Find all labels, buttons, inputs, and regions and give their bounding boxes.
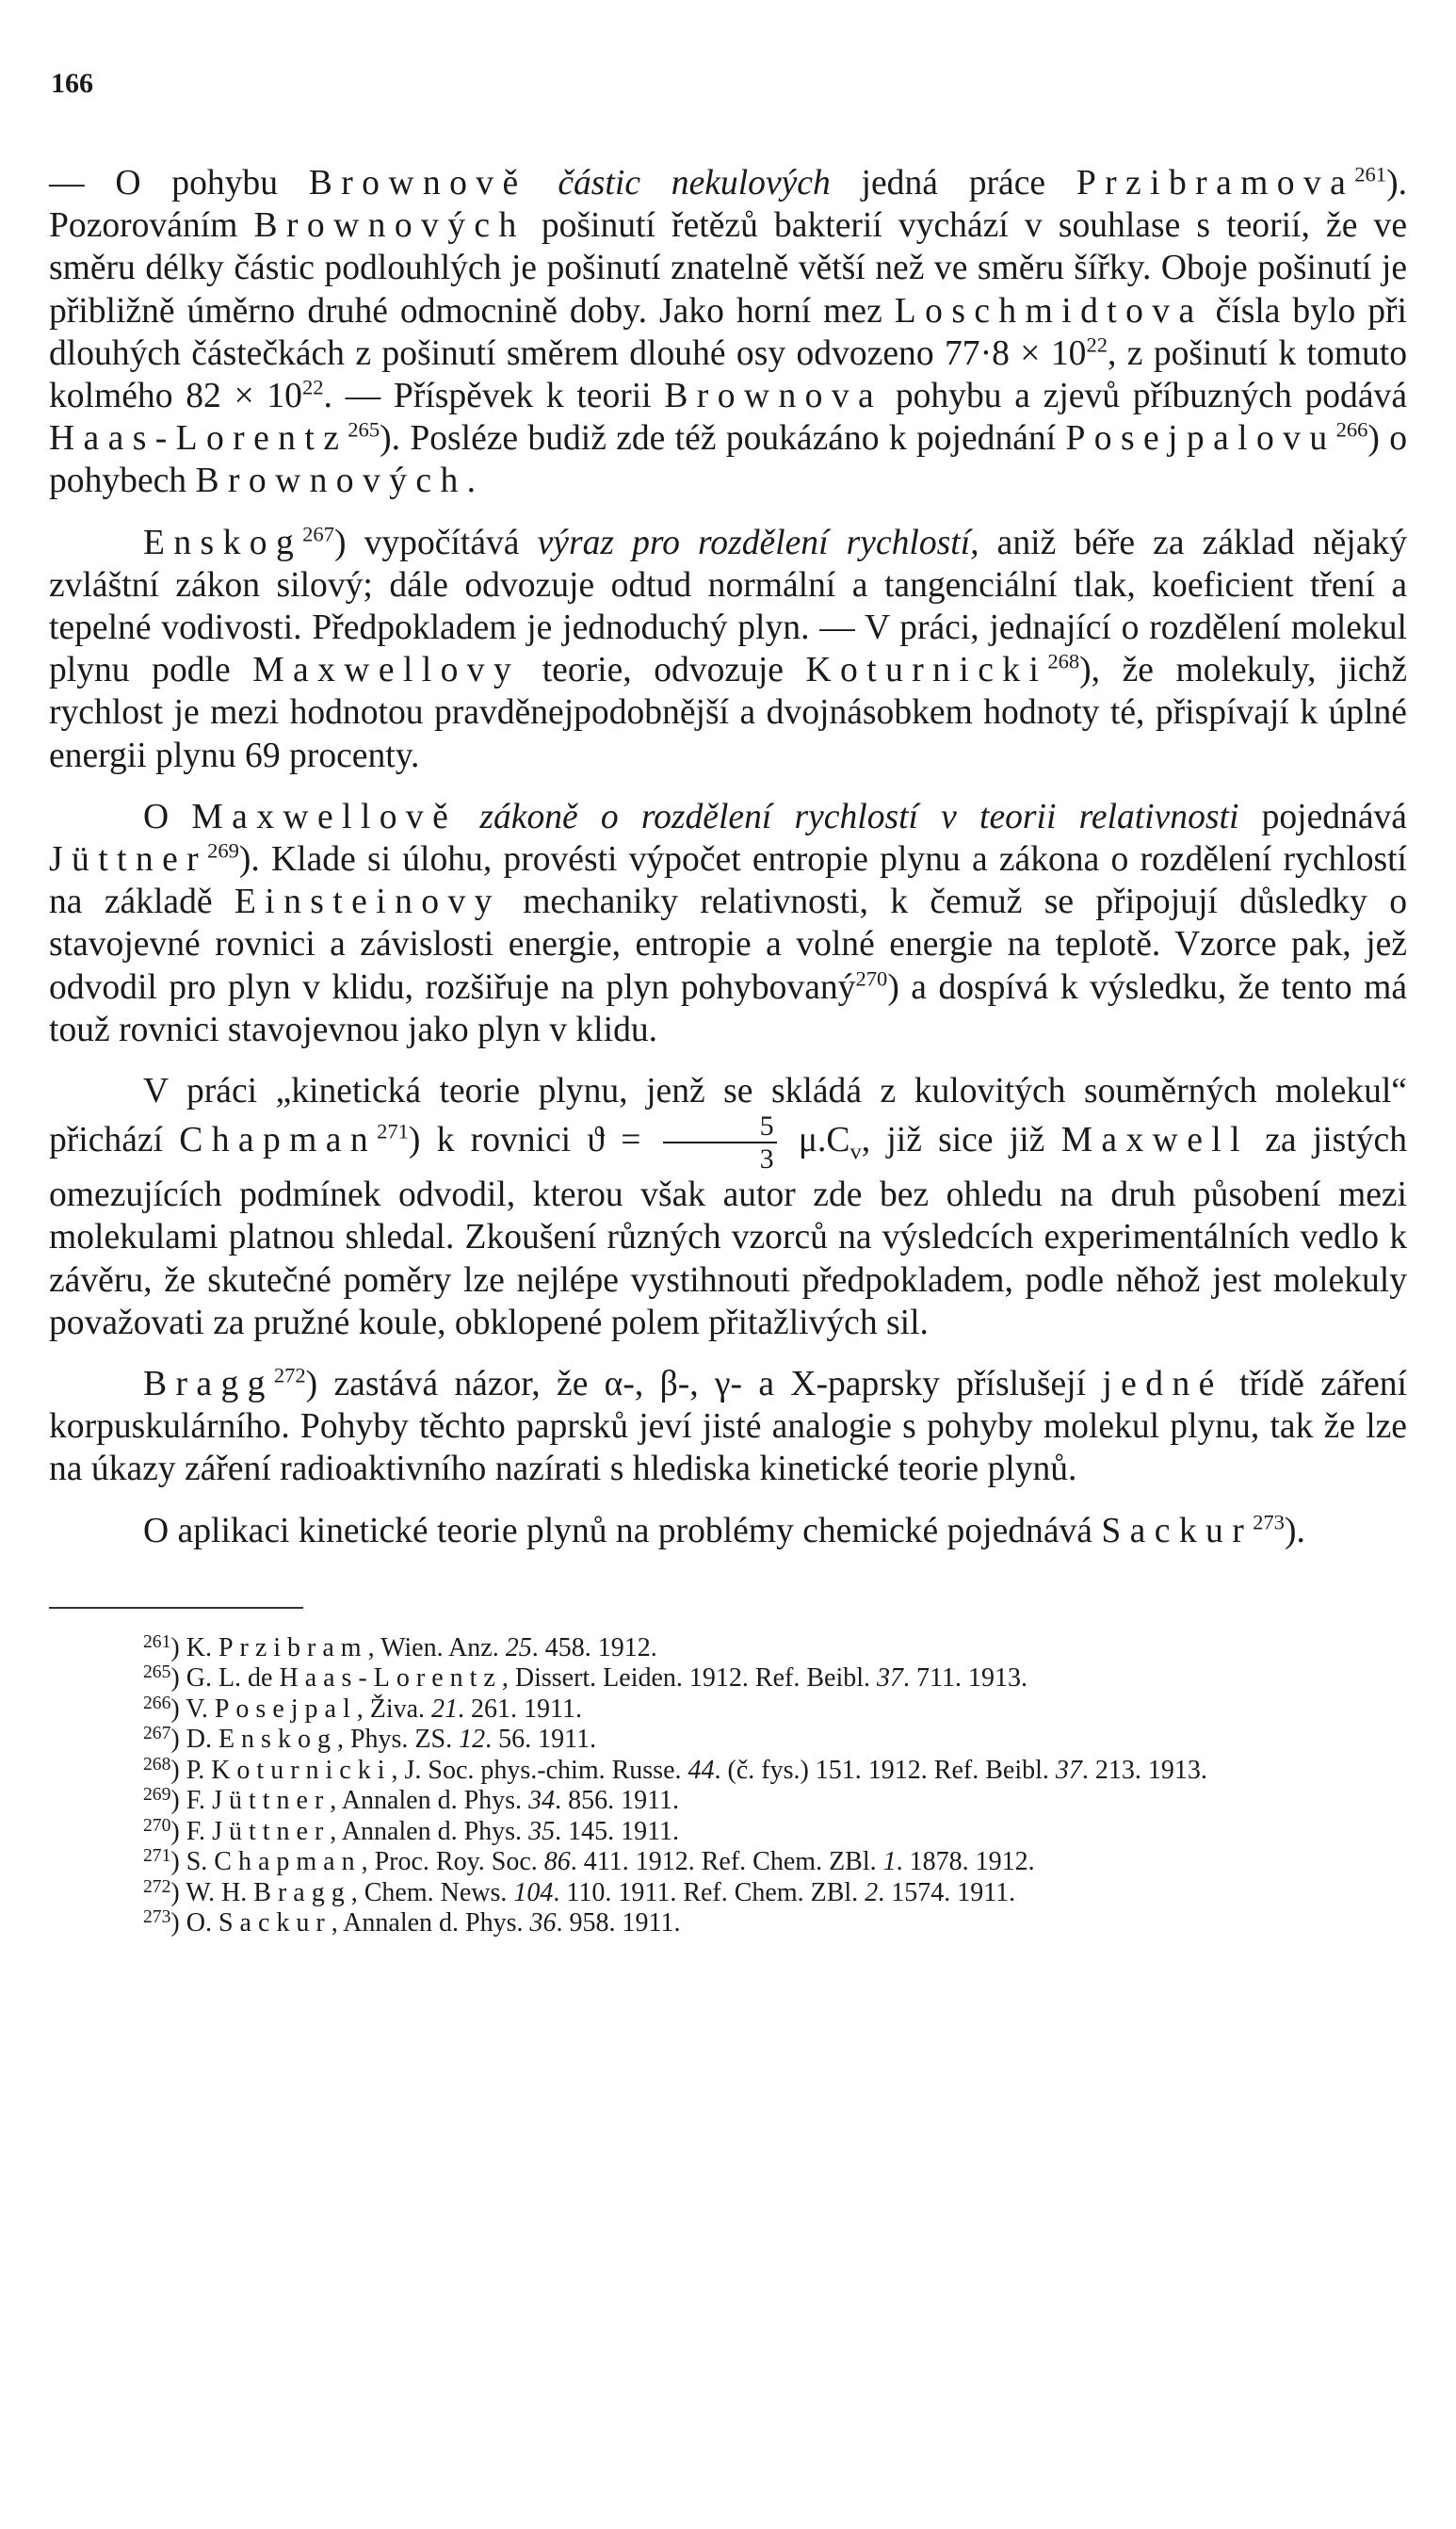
text-run: ) a dospívá k výsledku, že tento má touž rovnici stavojevnou jako plyn v klidu. <box>49 967 1407 1049</box>
footnote-ref: 22 <box>301 375 324 399</box>
text-run: . 56. 1911. <box>485 1725 597 1755</box>
footnote-ref: 266 <box>1335 417 1368 442</box>
text-run: . 958. 1911. <box>556 1908 681 1938</box>
footnote-paren: ) <box>170 1786 186 1816</box>
footnote-number: 268 <box>143 1755 171 1775</box>
text-run: ) o pohybech <box>49 419 1408 501</box>
spaced-name: Przibramova <box>1076 164 1355 203</box>
text-run: . 1878. 1912. <box>896 1847 1035 1877</box>
spaced-name: Einsteinovy <box>234 883 501 922</box>
text-run: . 145. 1911. <box>555 1816 680 1846</box>
italic-text: 25 <box>505 1632 532 1662</box>
text-run: ), že molekuly, jichž rychlost je mezi hodnotou pravděnejpodobnější a dvojnásobkem hodnoty té, přispívají k úplné energii plynu 69 procenty. <box>49 651 1407 775</box>
footnote-paren: ) <box>170 1663 186 1694</box>
italic-text: 35 <box>528 1816 556 1846</box>
paragraph <box>49 1510 1407 1552</box>
text-run: , z pošinutí k tomuto kolmého 82 × 10 <box>49 333 1407 416</box>
text-run: pošinutí řetězů bakterií vychází v souhlase s teorií, že ve směru délky částic podlouhlých je pošinutí znatelně větší než ve směru šířky. Oboje pošinutí je přibližně úměrno druhé odmocnině doby. Jako horní mez <box>49 206 1408 331</box>
text-run: pohybu a zjevů příbuzných podává <box>882 377 1407 416</box>
footnote <box>49 1633 1407 1664</box>
spaced-name: Enskog <box>143 523 303 562</box>
spaced-name: Koturnicki <box>805 651 1048 690</box>
body-text <box>49 162 1407 1552</box>
text-run: D. <box>186 1725 218 1755</box>
text-run: μ.C <box>782 1121 850 1160</box>
footnotes <box>49 1633 1407 1939</box>
spaced-name: Sackur <box>218 1908 332 1938</box>
text-run: , Annalen d. Phys. <box>330 1816 529 1846</box>
text-run: , již sice již <box>861 1121 1061 1160</box>
spaced-name: Brownových <box>253 206 526 246</box>
text-run: . 711. 1913. <box>903 1663 1027 1694</box>
subscript: v <box>849 1139 862 1165</box>
footnote-ref: 265 <box>348 417 380 442</box>
italic-text: 44 <box>688 1755 715 1785</box>
paragraph <box>49 796 1407 1051</box>
text-run: S. <box>186 1847 215 1877</box>
footnote <box>49 1847 1407 1878</box>
spaced-name: Loschmidtova <box>894 291 1204 331</box>
text-run: ). Klade si úlohu, provésti výpočet entropie plynu a zákona o rozdělení rychlostí na základě <box>49 840 1407 922</box>
spaced-name: Maxwellově <box>191 797 458 836</box>
text-run: jedná práce <box>830 164 1076 203</box>
fraction-numerator: 5 <box>663 1112 777 1143</box>
text-run: ) zastává názor, že α-, β-, γ- a X-paprsky příslušejí <box>305 1365 1103 1404</box>
text-run: aniž béře za základ nějaký zvláštní zákon silový; dále odvozuje odtud normální a tangenciální tlak, koeficient tření a tepelné vodivosti. Předpokladem je jednoduchý plyn. — V práci, jednající o rozdělení molekul plynu podle <box>49 523 1407 690</box>
spaced-name: jedné <box>1102 1365 1223 1404</box>
text-run: mechaniky relativnosti, k čemuž se připojují důsledky o stavojevné rovnici a závislosti energie, entropie a volné energie na teplotě. Vzorce pak, jež odvodil pro plyn v klidu, rozšiřuje na plyn pohybovaný <box>49 883 1407 1007</box>
spaced-name: Brownově <box>308 164 527 203</box>
footnote-number: 269 <box>143 1785 171 1806</box>
text-run: ). Posléze budiž zde též poukázáno k pojednání <box>380 419 1066 459</box>
text-run: . 213. 1913. <box>1081 1755 1207 1785</box>
footnote-paren: ) <box>170 1847 186 1877</box>
text-run: G. L. de <box>186 1663 280 1694</box>
footnote-number: 270 <box>143 1816 171 1837</box>
text-run: O. <box>186 1908 218 1938</box>
text-run: čísla bylo při dlouhých částečkách z pošinutí směrem dlouhé osy odvozeno 77·8 × 10 <box>49 291 1407 373</box>
text-run: . 856. 1911. <box>555 1786 680 1816</box>
paragraph <box>49 1070 1407 1344</box>
spaced-name: Chapman <box>214 1847 362 1877</box>
italic-text: 12 <box>459 1725 486 1755</box>
spaced-name: Haas-Lorentz <box>49 419 348 459</box>
text-run: . 411. 1912. Ref. Chem. ZBl. <box>570 1847 883 1877</box>
footnote-paren: ) <box>170 1725 186 1755</box>
text-run: . 261. 1911. <box>458 1694 583 1724</box>
footnote-paren: ) <box>170 1877 186 1907</box>
footnote <box>49 1817 1407 1848</box>
footnote-number: 272 <box>143 1877 171 1898</box>
text-run: . 110. 1911. Ref. Chem. ZBl. <box>553 1877 866 1907</box>
text-run: . — Příspěvek k teorii <box>323 377 665 416</box>
italic-text: 1 <box>882 1847 897 1877</box>
spaced-name: Maxwell <box>1060 1121 1249 1160</box>
spaced-name: Maxwellovy <box>252 651 521 690</box>
text-run <box>527 164 558 203</box>
page-number: 166 <box>51 68 93 99</box>
footnote-ref: 261 <box>1354 162 1387 186</box>
text-run: F. <box>186 1786 213 1816</box>
text-run: V práci „kinetická teorie plynu, jenž se skládá z kulovitých souměrných molekul“ přichází <box>49 1072 1407 1160</box>
footnote-paren: ) <box>170 1816 186 1846</box>
footnote-paren: ) <box>170 1908 186 1938</box>
text-run: O aplikaci kinetické teorie plynů na problémy chemické pojednává <box>143 1511 1102 1550</box>
text-run: . <box>466 462 477 501</box>
italic-text: částic nekulových <box>558 164 831 203</box>
text-run: . (č. fys.) 151. 1912. Ref. Beibl. <box>714 1755 1056 1785</box>
text-run: O <box>143 797 192 836</box>
spaced-name: Posejpal <box>214 1694 357 1724</box>
footnote-ref: 268 <box>1047 649 1080 673</box>
spaced-name: Przibram <box>218 1632 368 1662</box>
italic-text: 36 <box>529 1908 557 1938</box>
spaced-name: Jüttner <box>212 1786 331 1816</box>
italic-text: 37 <box>877 1663 903 1694</box>
text-run <box>457 798 479 836</box>
text-run: — O pohybu <box>49 164 309 203</box>
text-run: za jistých omezujících podmínek odvodil, kterou však autor zde bez ohledu na druh působení mezi molekulami platnou shledal. Zkoušení různých vzorců na výsledcích experimentálních vedlo k závěru, že skutečné poměry lze nejlépe vystihnouti předpokladem, podle něhož jest molekuly považovati za pružné koule, obklopené polem přitažlivých sil. <box>49 1121 1407 1342</box>
italic-text: 34 <box>528 1786 556 1816</box>
footnote-ref: 270 <box>855 966 888 991</box>
text-run: P. <box>186 1755 212 1785</box>
text-run: , J. Soc. phys.-chim. Russe. <box>391 1755 688 1785</box>
footnote <box>49 1694 1407 1726</box>
footnote <box>49 1786 1407 1817</box>
text-run: F. <box>186 1816 213 1846</box>
footnote-ref: 269 <box>207 838 239 863</box>
page <box>49 68 1407 1939</box>
spaced-name: Haas-Lorentz <box>279 1663 502 1694</box>
footnote <box>49 1908 1407 1939</box>
spaced-name: Brownových <box>195 462 467 501</box>
footnote <box>49 1756 1407 1787</box>
footnote-divider <box>49 1607 303 1609</box>
footnote <box>49 1663 1407 1694</box>
spaced-name: Chapman <box>179 1121 378 1160</box>
spaced-name: Enskog <box>218 1725 337 1755</box>
spaced-name: Sackur <box>1101 1511 1254 1550</box>
italic-text: 86 <box>543 1847 571 1877</box>
footnote-ref: 271 <box>377 1119 409 1143</box>
footnote-number: 271 <box>143 1846 171 1867</box>
text-run: . 1574. 1911. <box>878 1877 1016 1907</box>
text-run: K. <box>186 1632 218 1662</box>
italic-text: 21 <box>431 1694 459 1724</box>
italic-text: 2 <box>865 1877 879 1907</box>
text-run: , Dissert. Leiden. 1912. Ref. Beibl. <box>501 1663 877 1694</box>
text-run: V. <box>186 1694 215 1724</box>
text-run: , Annalen d. Phys. <box>331 1908 530 1938</box>
spaced-name: Jüttner <box>212 1816 331 1846</box>
italic-text: 37 <box>1055 1755 1082 1785</box>
text-run: , Proc. Roy. Soc. <box>361 1847 544 1877</box>
footnote-ref: 273 <box>1253 1510 1285 1534</box>
footnote <box>49 1878 1407 1909</box>
fraction-denominator: 3 <box>759 1143 774 1175</box>
spaced-name: Bragg <box>253 1877 351 1907</box>
text-run: ) k rovnici ϑ = <box>408 1121 657 1160</box>
spaced-name: Koturnicki <box>211 1755 392 1785</box>
footnote-number: 261 <box>143 1632 171 1653</box>
text-run: W. H. <box>186 1877 254 1907</box>
footnote-ref: 272 <box>273 1363 306 1387</box>
footnote-paren: ) <box>170 1632 186 1662</box>
text-run: třídě záření korpuskulárního. Pohyby těchto paprsků jeví jisté analogie s pohyby molekul plynu, tak že lze na úkazy záření radioaktivního nazírati s hlediska kinetické teorie plynů. <box>49 1365 1407 1489</box>
footnote-ref: 267 <box>302 522 334 546</box>
italic-text: výraz pro rozdělení rychlostí, <box>537 523 979 562</box>
paragraph <box>49 162 1407 503</box>
footnote-number: 267 <box>143 1724 171 1744</box>
spaced-name: Posejpalovu <box>1065 419 1336 459</box>
footnote-ref: 22 <box>1086 332 1108 357</box>
paragraph <box>49 1363 1407 1491</box>
footnote-paren: ) <box>170 1694 186 1724</box>
footnote-paren: ) <box>170 1755 186 1785</box>
text-run: , Phys. ZS. <box>336 1725 460 1755</box>
text-run: , Annalen d. Phys. <box>330 1786 529 1816</box>
fraction <box>663 1112 777 1174</box>
text-run: teorie, odvozuje <box>520 651 806 690</box>
spaced-name: Jüttner <box>49 840 208 880</box>
text-run: ). <box>1284 1511 1305 1550</box>
text-run: pojednává <box>1238 797 1407 836</box>
italic-text: 104 <box>513 1877 554 1907</box>
text-run: . 458. 1912. <box>531 1632 657 1662</box>
paragraph <box>49 522 1407 777</box>
spaced-name: Bragg <box>143 1365 274 1404</box>
italic-text: zákoně o rozdělení rychlostí v teorii relativnosti <box>479 797 1239 836</box>
footnote-number: 266 <box>143 1694 171 1714</box>
text-run: , Živa. <box>356 1694 432 1724</box>
footnote <box>49 1725 1407 1756</box>
footnote-number: 265 <box>143 1662 171 1683</box>
footnote-number: 273 <box>143 1907 171 1928</box>
text-run: , Wien. Anz. <box>367 1632 506 1662</box>
spaced-name: Brownova <box>664 377 883 416</box>
text-run: , Chem. News. <box>350 1877 514 1907</box>
text-run: ) vypočítává <box>333 523 538 562</box>
text-run: ). Pozorováním <box>49 164 1407 246</box>
